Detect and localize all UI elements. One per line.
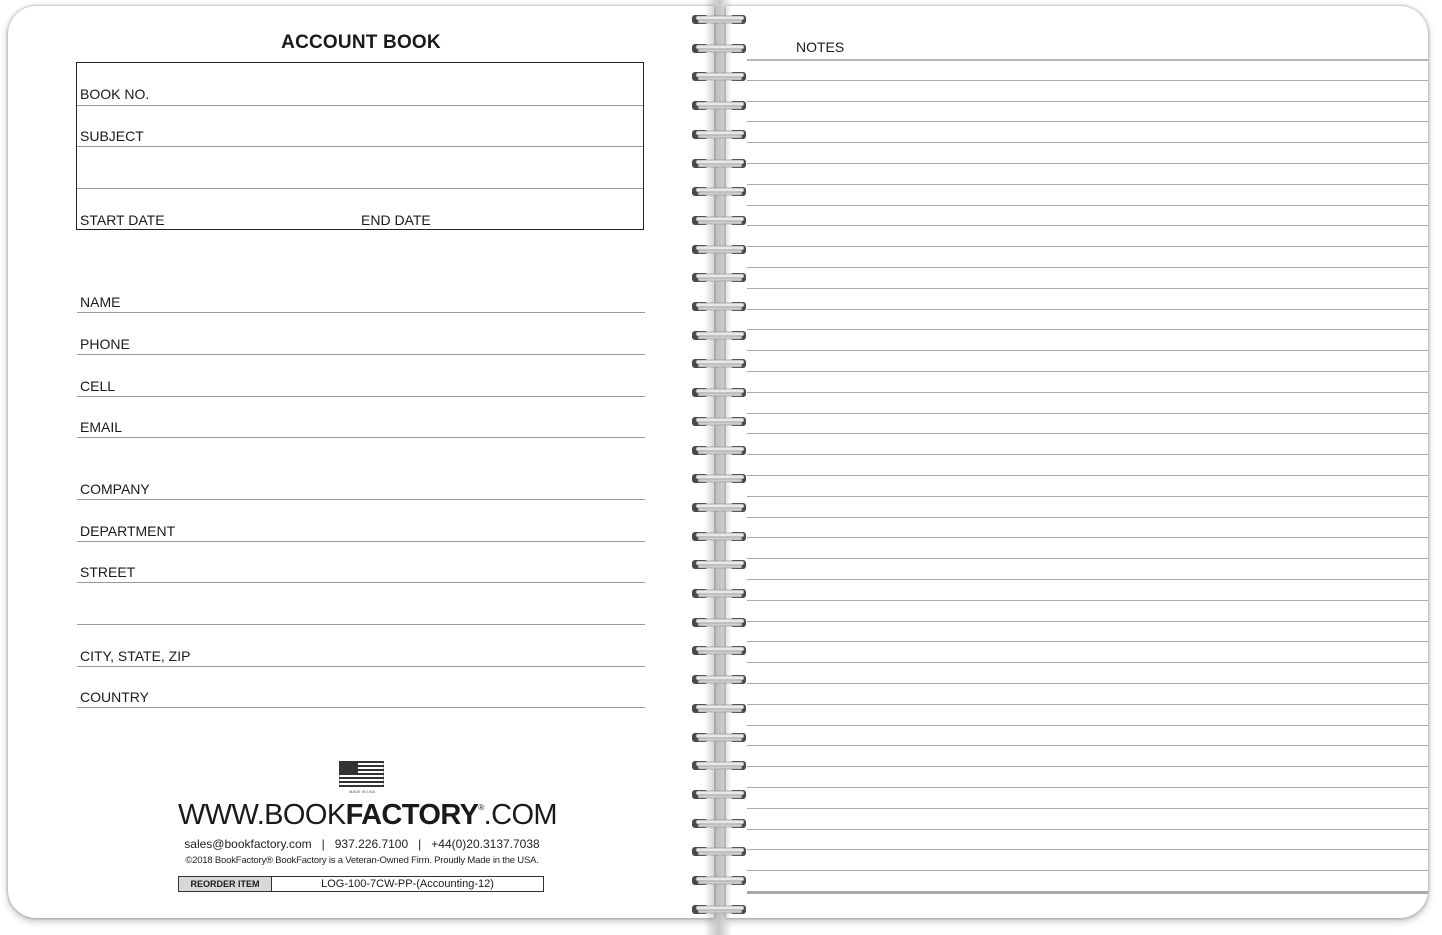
notes-rule-line[interactable]	[747, 662, 1428, 663]
dates-row[interactable]	[77, 189, 643, 229]
spiral-coil-icon	[690, 557, 750, 571]
notes-rule-line[interactable]	[747, 371, 1428, 372]
cell-field[interactable]	[77, 376, 645, 397]
city-state-zip-field[interactable]	[77, 646, 645, 667]
spiral-coil-icon	[690, 500, 750, 514]
notes-rule-line[interactable]	[747, 433, 1428, 434]
spiral-coil-icon	[690, 98, 750, 112]
email-field[interactable]	[77, 417, 645, 438]
brand-url[interactable]	[178, 799, 557, 832]
department-label: DEPARTMENT	[80, 523, 176, 539]
spiral-coil-icon	[690, 41, 750, 55]
start-date-label: START DATE	[80, 212, 165, 228]
street-line-2-field[interactable]	[77, 604, 645, 625]
notes-rule-line[interactable]	[747, 205, 1428, 206]
company-label: COMPANY	[80, 481, 150, 497]
spiral-coil-icon	[690, 730, 750, 744]
spiral-coil-icon	[690, 586, 750, 600]
notes-rule-line[interactable]	[747, 267, 1428, 268]
subject-label: SUBJECT	[80, 128, 144, 144]
name-field[interactable]	[77, 292, 645, 313]
spiral-coil-icon	[690, 414, 750, 428]
reorder-label: REORDER ITEM	[179, 877, 272, 891]
notes-rule-line[interactable]	[747, 309, 1428, 310]
street-label: STREET	[80, 564, 136, 580]
notes-rule-line[interactable]	[747, 725, 1428, 726]
notes-rule-line[interactable]	[747, 704, 1428, 705]
notes-rule-line[interactable]	[747, 579, 1428, 580]
spiral-coil-icon	[690, 758, 750, 772]
spiral-coil-icon	[690, 12, 750, 26]
spiral-coil-icon	[690, 443, 750, 457]
email-label: EMAIL	[80, 419, 123, 435]
notes-rule-line[interactable]	[747, 121, 1428, 122]
notes-rule-line[interactable]	[747, 621, 1428, 622]
book-no-label: BOOK NO.	[80, 86, 150, 102]
name-label: NAME	[80, 294, 121, 310]
spiral-coil-icon	[690, 127, 750, 141]
contact-line: sales@bookfactory.com | 937.226.7100 | +44(0)20.3137.7038	[184, 837, 540, 851]
notes-rule-line[interactable]	[747, 683, 1428, 684]
spiral-coil-icon	[690, 529, 750, 543]
made-in-usa-text: MADE IN USA	[348, 789, 375, 794]
notes-rule-line[interactable]	[747, 558, 1428, 559]
reorder-box	[178, 876, 544, 892]
street-field[interactable]	[77, 562, 645, 583]
subject-row-2[interactable]	[77, 147, 643, 189]
notes-label: NOTES	[796, 39, 845, 55]
spiral-coil-icon	[690, 385, 750, 399]
notes-rule-line[interactable]	[747, 80, 1428, 81]
spiral-coil-icon	[690, 69, 750, 83]
us-flag-icon	[339, 761, 384, 787]
notes-rule-line[interactable]	[747, 184, 1428, 185]
spiral-coil-icon	[690, 471, 750, 485]
notes-rule-line[interactable]	[747, 600, 1428, 601]
brand-bold: FACTORY	[345, 799, 479, 831]
spiral-coil-icon	[690, 615, 750, 629]
reorder-code: LOG-100-7CW-PP-(Accounting-12)	[321, 878, 494, 890]
page-title: ACCOUNT BOOK	[281, 32, 441, 53]
spiral-coil-icon	[690, 328, 750, 342]
spiral-coil-icon	[690, 242, 750, 256]
spiral-coil-icon	[690, 902, 750, 916]
notes-rule-line[interactable]	[747, 59, 1428, 61]
notes-rule-line	[747, 892, 1428, 894]
spiral-coil-icon	[690, 816, 750, 830]
notes-rule-line[interactable]	[747, 496, 1428, 497]
spiral-coil-icon	[690, 156, 750, 170]
notes-rule-line[interactable]	[747, 413, 1428, 414]
notes-rule-line[interactable]	[747, 350, 1428, 351]
department-field[interactable]	[77, 521, 645, 542]
spiral-coil-icon	[690, 701, 750, 715]
spiral-coil-icon	[690, 299, 750, 313]
brand-reg: ®	[478, 803, 484, 812]
notes-rule-line[interactable]	[747, 766, 1428, 767]
notes-rule-line[interactable]	[747, 787, 1428, 788]
notes-rule-line[interactable]	[747, 517, 1428, 518]
notes-rule-line[interactable]	[747, 101, 1428, 102]
notes-rule-line[interactable]	[747, 225, 1428, 226]
book-no-row[interactable]	[77, 63, 643, 106]
subject-row[interactable]	[77, 105, 643, 147]
notes-rule-line[interactable]	[747, 454, 1428, 455]
notes-rule-line[interactable]	[747, 808, 1428, 809]
spiral-coil-icon	[690, 270, 750, 284]
spiral-coil-icon	[690, 787, 750, 801]
notes-rule-line[interactable]	[747, 829, 1428, 830]
notes-rule-line[interactable]	[747, 475, 1428, 476]
brand-suffix: .COM	[483, 799, 557, 831]
spiral-coil-icon	[690, 873, 750, 887]
notes-rule-line[interactable]	[747, 537, 1428, 538]
spiral-coil-icon	[690, 213, 750, 227]
notes-rule-line[interactable]	[747, 641, 1428, 642]
notes-rule-line[interactable]	[747, 329, 1428, 330]
spiral-coil-icon	[690, 672, 750, 686]
notes-rule-line[interactable]	[747, 288, 1428, 289]
phone-label: PHONE	[80, 336, 130, 352]
copyright-text: ©2018 BookFactory® BookFactory is a Veteran-Owned Firm. Proudly Made in the USA.	[185, 855, 539, 866]
end-date-label: END DATE	[361, 212, 431, 228]
city-state-zip-label: CITY, STATE, ZIP	[80, 648, 191, 664]
cell-label: CELL	[80, 378, 116, 394]
spiral-coil-icon	[690, 643, 750, 657]
phone-field[interactable]	[77, 334, 645, 355]
notes-rule-line[interactable]	[747, 392, 1428, 393]
notes-rule-line[interactable]	[747, 163, 1428, 164]
country-label: COUNTRY	[80, 689, 149, 705]
book-info-box	[76, 62, 644, 230]
notes-rule-line[interactable]	[747, 246, 1428, 247]
company-field[interactable]	[77, 479, 645, 500]
notes-rule-line[interactable]	[747, 745, 1428, 746]
notes-rule-line[interactable]	[747, 849, 1428, 850]
spiral-coil-icon	[690, 844, 750, 858]
notes-rule-line[interactable]	[747, 142, 1428, 143]
brand-prefix: WWW.BOOK	[178, 799, 346, 831]
spiral-coil-icon	[690, 184, 750, 198]
country-field[interactable]	[77, 687, 645, 708]
spiral-coil-icon	[690, 356, 750, 370]
notes-rule-line[interactable]	[747, 870, 1428, 871]
